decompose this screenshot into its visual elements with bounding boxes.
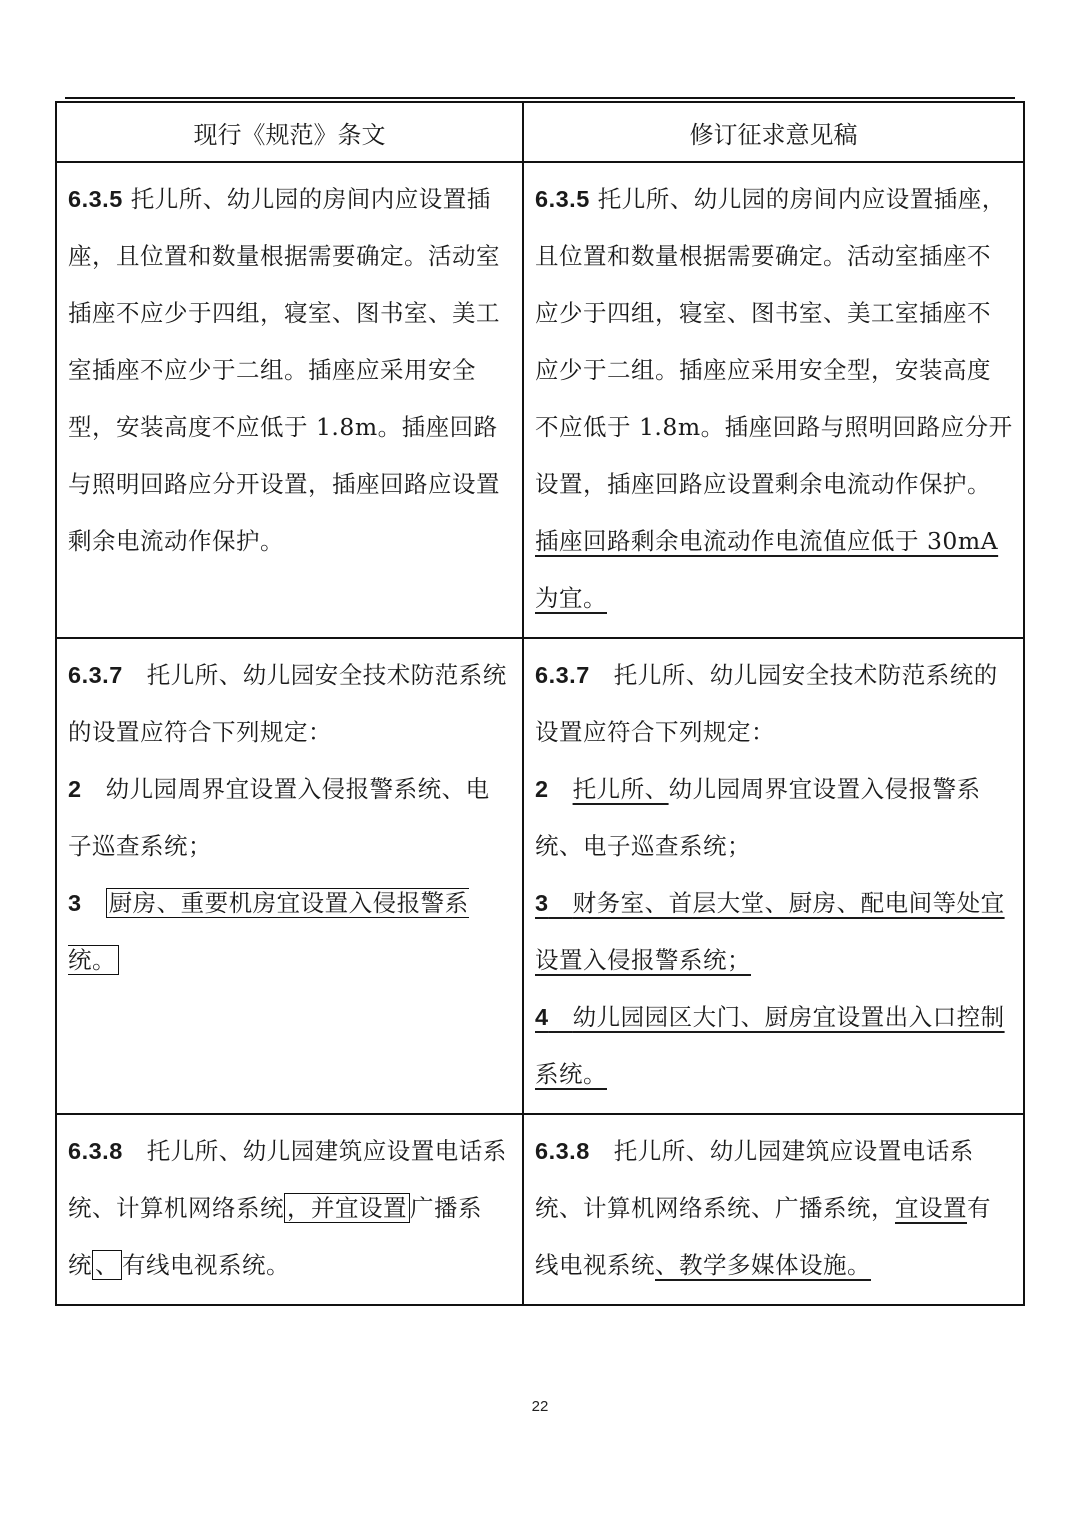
boxed-text: 、	[92, 1250, 122, 1280]
clause-text: 托儿所、幼儿园的房间内应设置插座，且位置和数量根据需要确定。活动室插座不应少于四组，寝室、图书室、美工室插座不应少于二组。插座应采用安全型，安装高度不应低于 1.8m。插座回路与照明回路应分开设置，插座回路应设置剩余电流动作保护。	[535, 185, 1013, 498]
item-text: 幼儿园周界宜设置入侵报警系统、电子巡查系统；	[535, 775, 981, 860]
clause-text: 有线电视系统	[535, 1194, 991, 1279]
added-text: 、教学多媒体设施。	[655, 1251, 871, 1279]
clause-intro: 托儿所、幼儿园安全技术防范系统的设置应符合下列规定：	[68, 661, 507, 746]
item-number: 3	[535, 890, 549, 916]
clause-text: 托儿所、幼儿园建筑应设置电话系统、计算机网络系统	[68, 1137, 507, 1222]
cell-revised-6-3-7	[523, 638, 1024, 1114]
boxed-text: ，并宜设置	[284, 1193, 410, 1223]
added-text: 宜设置	[895, 1194, 967, 1222]
cell-current-6-3-5	[56, 162, 523, 638]
item-number: 3	[68, 890, 82, 916]
clause-number: 6.3.5	[535, 186, 590, 212]
table-row	[56, 162, 1024, 638]
clause-number: 6.3.8	[535, 1138, 590, 1164]
item-number: 4	[535, 1004, 549, 1030]
added-text: 托儿所、	[572, 775, 669, 803]
clause-number: 6.3.7	[68, 662, 123, 688]
clause-text: 托儿所、幼儿园建筑应设置电话系统、计算机网络系统、广播系统，	[535, 1137, 974, 1222]
clause-intro: 托儿所、幼儿园安全技术防范系统的设置应符合下列规定：	[535, 661, 998, 746]
item-number: 2	[535, 776, 549, 802]
header-row	[56, 102, 1024, 162]
cell-current-6-3-7	[56, 638, 523, 1114]
comparison-table	[55, 101, 1025, 1306]
clause-number: 6.3.8	[68, 1138, 123, 1164]
boxed-text: 厨房、重要机房宜设置入侵报警系统。	[68, 889, 469, 974]
header-current-clause: 现行《规范》条文	[56, 102, 523, 162]
item-number: 2	[68, 776, 82, 802]
cell-current-6-3-8	[56, 1114, 523, 1305]
added-text: 财务室、首层大堂、厨房、配电间等处宜设置入侵报警系统；	[535, 889, 1005, 974]
table-row	[56, 1114, 1024, 1305]
added-text: 插座回路剩余电流动作电流值应低于 30mA 为宜。	[535, 527, 999, 612]
header-revised-draft: 修订征求意见稿	[523, 102, 1024, 162]
clause-text: 有线电视系统。	[122, 1251, 290, 1279]
top-rule	[65, 97, 1015, 99]
page-number: 22	[531, 1398, 549, 1415]
clause-number: 6.3.5	[68, 186, 123, 212]
table-row	[56, 638, 1024, 1114]
item-text: 幼儿园周界宜设置入侵报警系统、电子巡查系统；	[68, 775, 490, 860]
cell-revised-6-3-5	[523, 162, 1024, 638]
clause-text: 广播系统	[68, 1194, 482, 1279]
clause-number: 6.3.7	[535, 662, 590, 688]
cell-revised-6-3-8	[523, 1114, 1024, 1305]
added-text: 幼儿园园区大门、厨房宜设置出入口控制系统。	[535, 1003, 1005, 1088]
clause-text: 托儿所、幼儿园的房间内应设置插座，且位置和数量根据需要确定。活动室插座不应少于四组，寝室、图书室、美工室插座不应少于二组。插座应采用安全型，安装高度不应低于 1.8m。插座回路与照明回路应分开设置，插座回路应设置剩余电流动作保护。	[68, 185, 500, 555]
